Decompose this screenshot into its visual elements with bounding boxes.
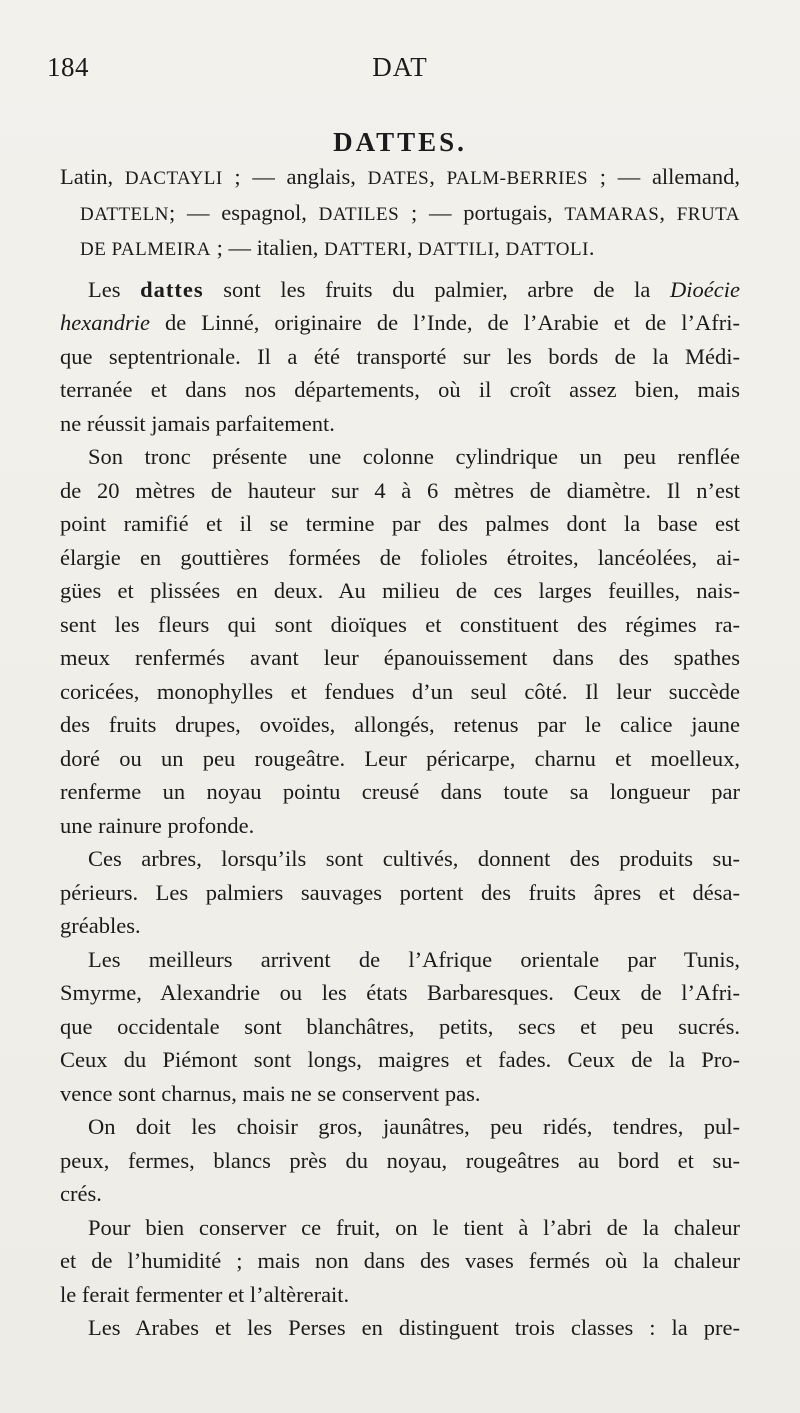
text-line: Ceux du Piémont sont longs, maigres et fades. Ceux de la Pro-: [60, 1047, 740, 1072]
text-line: Smyrme, Alexandrie ou les états Barbaresques. Ceux de l’Afri-: [60, 980, 740, 1005]
text-line: renferme un noyau pointu creusé dans toute sa longueur par: [60, 779, 740, 804]
text-line: élargie en gouttières formées de folioles étroites, lancéolées, ai-: [60, 544, 740, 570]
page-number: 184: [47, 52, 89, 82]
text-line: des fruits drupes, ovoïdes, allongés, retenus par le calice jaune: [60, 712, 740, 737]
text-line: Les meilleurs arrivent de l’Afrique orientale par Tunis,: [88, 946, 740, 972]
text-line: gréables.: [60, 913, 141, 938]
text-line: DATTELN; — espagnol, DATILES ; — portugais, TAMARAS, FRUTA: [80, 199, 740, 225]
text-line: Ces arbres, lorsqu’ils sont cultivés, donnent des produits su-: [88, 846, 740, 871]
text-line: vence sont charnus, mais ne se conservent pas.: [60, 1080, 481, 1106]
article-title: DATTES.: [333, 127, 467, 157]
text-line: hexandrie de Linné, originaire de l’Inde, de l’Arabie et de l’Afri-: [60, 310, 740, 335]
text-line: que septentrionale. Il a été transporté sur les bords de la Médi-: [60, 343, 740, 369]
text-line: et de l’humidité ; mais non dans des vases fermés où la chaleur: [60, 1248, 740, 1273]
text-line: terranée et dans nos départements, où il croît assez bien, mais: [60, 377, 740, 402]
text-line: DE PALMEIRA ; — italien, DATTERI, DATTILI, DATTOLI.: [80, 235, 595, 260]
text-line: On doit les choisir gros, jaunâtres, peu ridés, tendres, pul-: [88, 1114, 740, 1139]
text-line: Son tronc présente une colonne cylindrique un peu renflée: [88, 444, 740, 469]
text-line: Latin, DACTAYLI ; — anglais, DATES, PALM-BERRIES ; — allemand,: [60, 164, 741, 189]
text-line: sent les fleurs qui sont dioïques et constituent des régimes ra-: [60, 611, 740, 637]
text-line: le ferait fermenter et l’altèrerait.: [60, 1281, 350, 1307]
text-line: Les Arabes et les Perses en distinguent trois classes : la pre-: [88, 1315, 740, 1340]
text-line: coricées, monophylles et fendues d’un seul côté. Il leur succède: [60, 678, 740, 704]
text-line: ne réussit jamais parfaitement.: [60, 410, 335, 436]
text-line: que occidentale sont blanchâtres, petits, secs et peu sucrés.: [60, 1013, 740, 1039]
text-line: peux, fermes, blancs près du noyau, rougeâtres au bord et su-: [60, 1147, 740, 1173]
text-line: crés.: [60, 1181, 102, 1206]
article-body: [60, 160, 740, 1345]
text-line: une rainure profonde.: [60, 812, 255, 838]
text-line: point ramifié et il se termine par des palmes dont la base est: [60, 511, 740, 536]
text-line: Les dattes sont les fruits du palmier, arbre de la Dioécie: [88, 276, 740, 302]
text-line: Pour bien conserver ce fruit, on le tient à l’abri de la chaleur: [88, 1214, 740, 1240]
text-line: de 20 mètres de hauteur sur 4 à 6 mètres de diamètre. Il n’est: [60, 477, 740, 503]
running-head: DAT: [372, 52, 428, 82]
text-line: périeurs. Les palmiers sauvages portent des fruits âpres et désa-: [60, 879, 740, 905]
text-line: doré ou un peu rougeâtre. Leur péricarpe, charnu et moelleux,: [60, 745, 740, 771]
text-line: gües et plissées en deux. Au milieu de ces larges feuilles, nais-: [60, 578, 740, 603]
text-line: meux renfermés avant leur épanouissement dans des spathes: [60, 645, 740, 670]
